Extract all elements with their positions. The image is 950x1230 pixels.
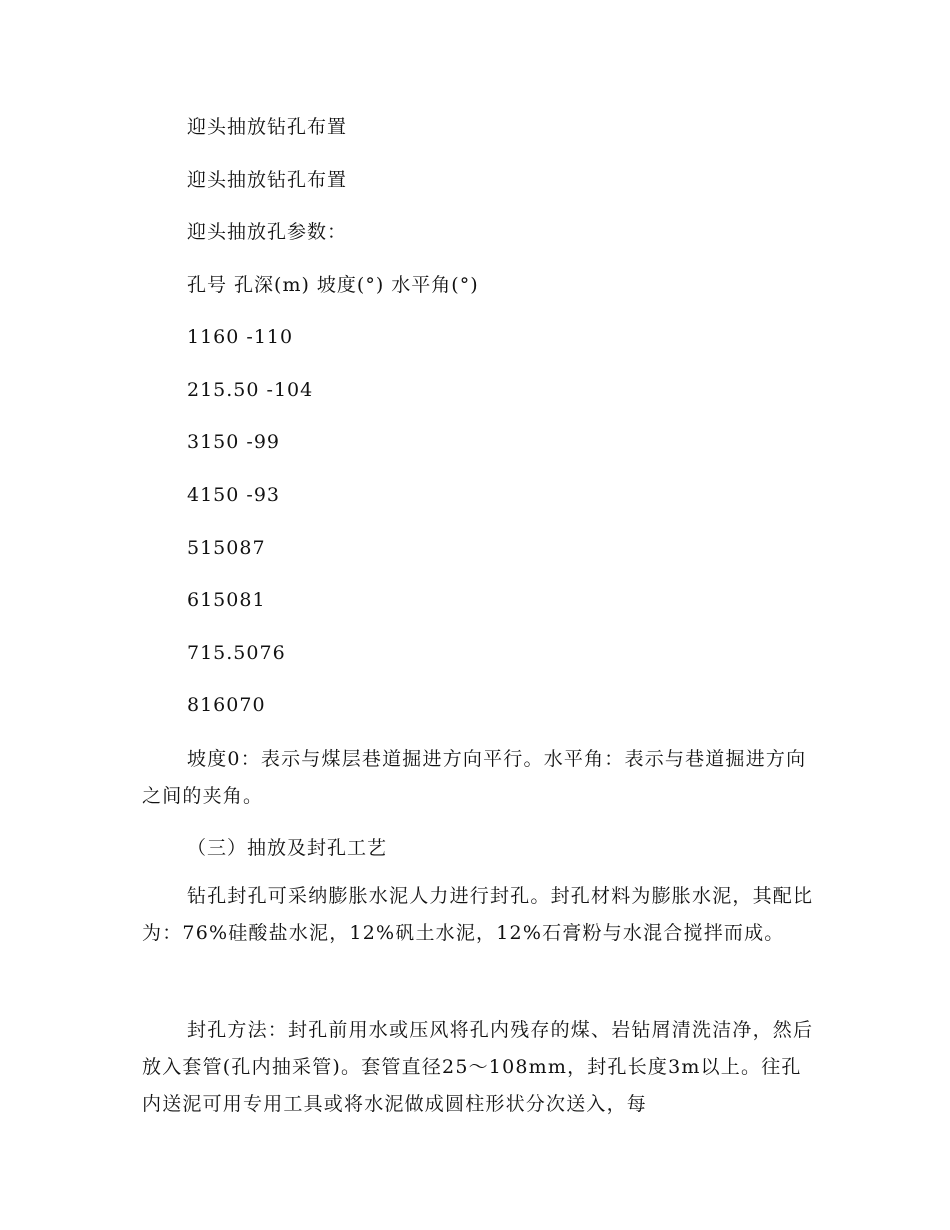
line-heading-drill-layout-repeat: 迎头抽放钻孔布置 bbox=[187, 169, 348, 191]
line-row-7: 715.5076 bbox=[187, 642, 286, 664]
line-row-1: 1160 -110 bbox=[187, 326, 294, 348]
line-row-8: 816070 bbox=[187, 694, 266, 716]
line-row-3: 3150 -99 bbox=[187, 431, 280, 453]
line-heading-drill-layout: 迎头抽放钻孔布置 bbox=[187, 116, 348, 138]
line-row-6: 615081 bbox=[187, 589, 266, 611]
line-table-header: 孔号 孔深(m) 坡度(°) 水平角(°) bbox=[187, 274, 479, 296]
line-row-4: 4150 -93 bbox=[187, 484, 280, 506]
paragraph-angle-note: 坡度0：表示与煤层巷道掘进方向平行。水平角：表示与巷道掘进方向之间的夹角。 bbox=[142, 748, 807, 807]
paragraph-sealing-material: 钻孔封孔可采纳膨胀水泥人力进行封孔。封孔材料为膨胀水泥，其配比为：76%硅酸盐水泥，12%矾土水泥，12%石膏粉与水混合搅拌而成。 bbox=[142, 885, 814, 944]
line-parameters-label: 迎头抽放孔参数： bbox=[187, 221, 348, 243]
line-row-5: 515087 bbox=[187, 537, 266, 559]
paragraph-sealing-method: 封孔方法：封孔前用水或压风将孔内残存的煤、岩钻屑清洗洁净，然后放入套管(孔内抽采管)。套管直径25～108mm，封孔长度3m以上。往孔内送泥可用专用工具或将水泥做成圆柱形状分次送入，每 bbox=[142, 1019, 814, 1115]
section-heading: （三）抽放及封孔工艺 bbox=[187, 837, 388, 859]
line-row-2: 215.50 -104 bbox=[187, 379, 314, 401]
